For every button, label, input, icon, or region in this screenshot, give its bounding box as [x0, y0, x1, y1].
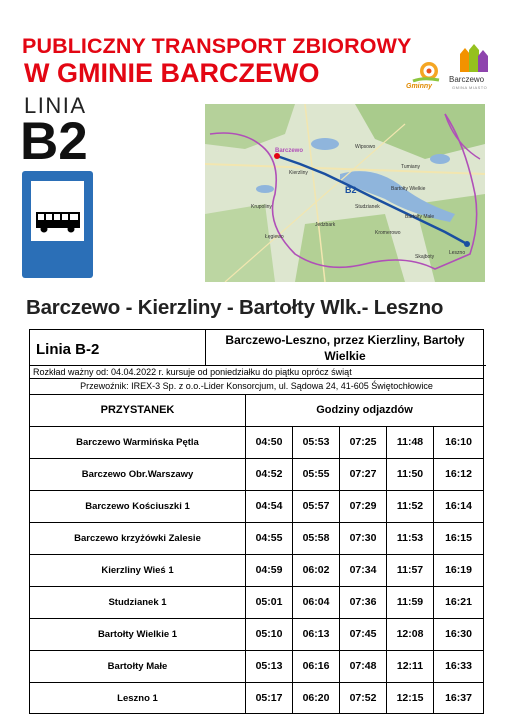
- timetable: [29, 329, 484, 714]
- departure-time: 07:30: [340, 523, 387, 554]
- table-row: [30, 426, 483, 458]
- map-place-label: Bartołty Małe: [405, 214, 435, 220]
- departure-time: 06:16: [293, 651, 340, 682]
- table-row: [30, 650, 483, 682]
- map-place-label: Wipsowo: [355, 144, 376, 150]
- map-place-label: Kierzliny: [289, 170, 308, 176]
- departure-time: 07:36: [340, 587, 387, 618]
- title-line-1: PUBLICZNY TRANSPORT ZBIOROWY: [22, 34, 412, 58]
- departure-time: 16:12: [445, 468, 472, 480]
- bus-stop-sign: [22, 171, 93, 278]
- map-place-label: Kromerowo: [375, 230, 401, 236]
- departure-time: 07:34: [340, 555, 387, 586]
- departure-time: 06:20: [293, 683, 340, 714]
- departure-time: 05:13: [246, 651, 293, 682]
- departure-time: 06:13: [293, 619, 340, 650]
- table-row: [30, 586, 483, 618]
- table-row: [30, 490, 483, 522]
- departure-time: 12:15: [387, 683, 434, 714]
- stop-name: Bartołty Wielkie 1: [30, 619, 246, 650]
- table-row: [30, 522, 483, 554]
- stop-name: Studzianek 1: [30, 587, 246, 618]
- departure-time: 07:29: [340, 491, 387, 522]
- departure-time: 16:14: [445, 500, 472, 512]
- stop-name: Leszno 1: [30, 683, 246, 714]
- departure-time: 11:50: [387, 459, 434, 490]
- header-stop: PRZYSTANEK: [30, 394, 246, 426]
- map-place-label: Tumiany: [401, 164, 420, 170]
- route-description: Barczewo-Leszno, przez Kierzliny, Bartoły Wielkie: [225, 333, 465, 363]
- departure-time: 16:15: [445, 532, 472, 544]
- line-name: Linia B-2: [36, 341, 100, 358]
- map-place-label: Jedzbark: [315, 222, 336, 228]
- stop-name: Bartołty Małe: [30, 651, 246, 682]
- departure-time: 05:58: [293, 523, 340, 554]
- barczewo-logo-subtext: GMINA MIASTO: [452, 85, 488, 90]
- departure-time: 11:59: [387, 587, 434, 618]
- stop-name: Kierzliny Wieś 1: [30, 555, 246, 586]
- departure-time: 12:08: [387, 619, 434, 650]
- departure-time: 04:59: [246, 555, 293, 586]
- line-number: B2: [20, 112, 88, 171]
- route-map: [205, 104, 485, 282]
- map-place-label: Leszno: [449, 250, 466, 256]
- map-place-label: Skajboty: [415, 254, 435, 260]
- departure-time: 16:21: [445, 596, 472, 608]
- departure-time: 04:52: [246, 459, 293, 490]
- departure-time: 05:55: [293, 459, 340, 490]
- table-row: [30, 554, 483, 586]
- departure-time: 16:10: [445, 436, 472, 448]
- departure-time: 11:48: [387, 427, 434, 458]
- departure-time: 16:30: [445, 628, 472, 640]
- stop-name: Barczewo Warmińska Pętla: [30, 427, 246, 458]
- departure-time: 05:10: [246, 619, 293, 650]
- carrier-info: Przewoźnik: IREX-3 Sp. z o.o.-Lider Konsorcjum, ul. Sądowa 24, 41-605 Świętochłowice: [30, 378, 483, 394]
- stop-name: Barczewo krzyżówki Zalesie: [30, 523, 246, 554]
- route-heading: Barczewo - Kierzliny - Bartołty Wlk.- Leszno: [26, 296, 444, 319]
- map-place-label: Krupoliny: [251, 204, 272, 210]
- departure-time: 04:55: [246, 523, 293, 554]
- bus-icon: [31, 181, 84, 241]
- table-row: [30, 458, 483, 490]
- departure-time: 11:52: [387, 491, 434, 522]
- departure-time: 11:53: [387, 523, 434, 554]
- departure-time: 04:50: [246, 427, 293, 458]
- departure-time: 11:57: [387, 555, 434, 586]
- departure-time: 12:11: [387, 651, 434, 682]
- departure-time: 06:02: [293, 555, 340, 586]
- departure-time: 06:04: [293, 587, 340, 618]
- header-times: Godziny odjazdów: [246, 394, 483, 426]
- line-label: LINIA: [24, 93, 87, 118]
- departure-time: 07:45: [340, 619, 387, 650]
- departure-time: 05:57: [293, 491, 340, 522]
- table-row: [30, 682, 483, 714]
- stop-name: Barczewo Kościuszki 1: [30, 491, 246, 522]
- gmina-logo-text: Gminny: [406, 83, 433, 90]
- departure-time: 05:53: [293, 427, 340, 458]
- departure-time: 05:01: [246, 587, 293, 618]
- title-line-2: W GMINIE BARCZEWO: [24, 58, 320, 88]
- departure-time: 04:54: [246, 491, 293, 522]
- departure-time: 07:27: [340, 459, 387, 490]
- departure-time: 05:17: [246, 683, 293, 714]
- departure-time: 16:33: [445, 660, 472, 672]
- line-name-cell: [30, 330, 206, 365]
- stop-name: Barczewo Obr.Warszawy: [30, 459, 246, 490]
- departure-time: 07:52: [340, 683, 387, 714]
- validity-info: Rozkład ważny od: 04.04.2022 r. kursuje od poniedziałku do piątku oprócz świąt: [30, 365, 486, 379]
- barczewo-logo: [456, 44, 492, 74]
- table-row: [30, 618, 483, 650]
- departure-time: 16:37: [445, 692, 472, 704]
- map-route-label: B2: [345, 185, 357, 195]
- map-place-label: Bartołty Wielkie: [391, 186, 426, 192]
- departure-time: 07:25: [340, 427, 387, 458]
- map-place-label: Studzianek: [355, 204, 380, 210]
- barczewo-logo-text: Barczewo: [449, 75, 485, 84]
- departure-time: 16:19: [445, 564, 472, 576]
- map-start-label: Barczewo: [275, 148, 304, 154]
- map-place-label: Łęgiewo: [265, 234, 284, 240]
- departure-time: 07:48: [340, 651, 387, 682]
